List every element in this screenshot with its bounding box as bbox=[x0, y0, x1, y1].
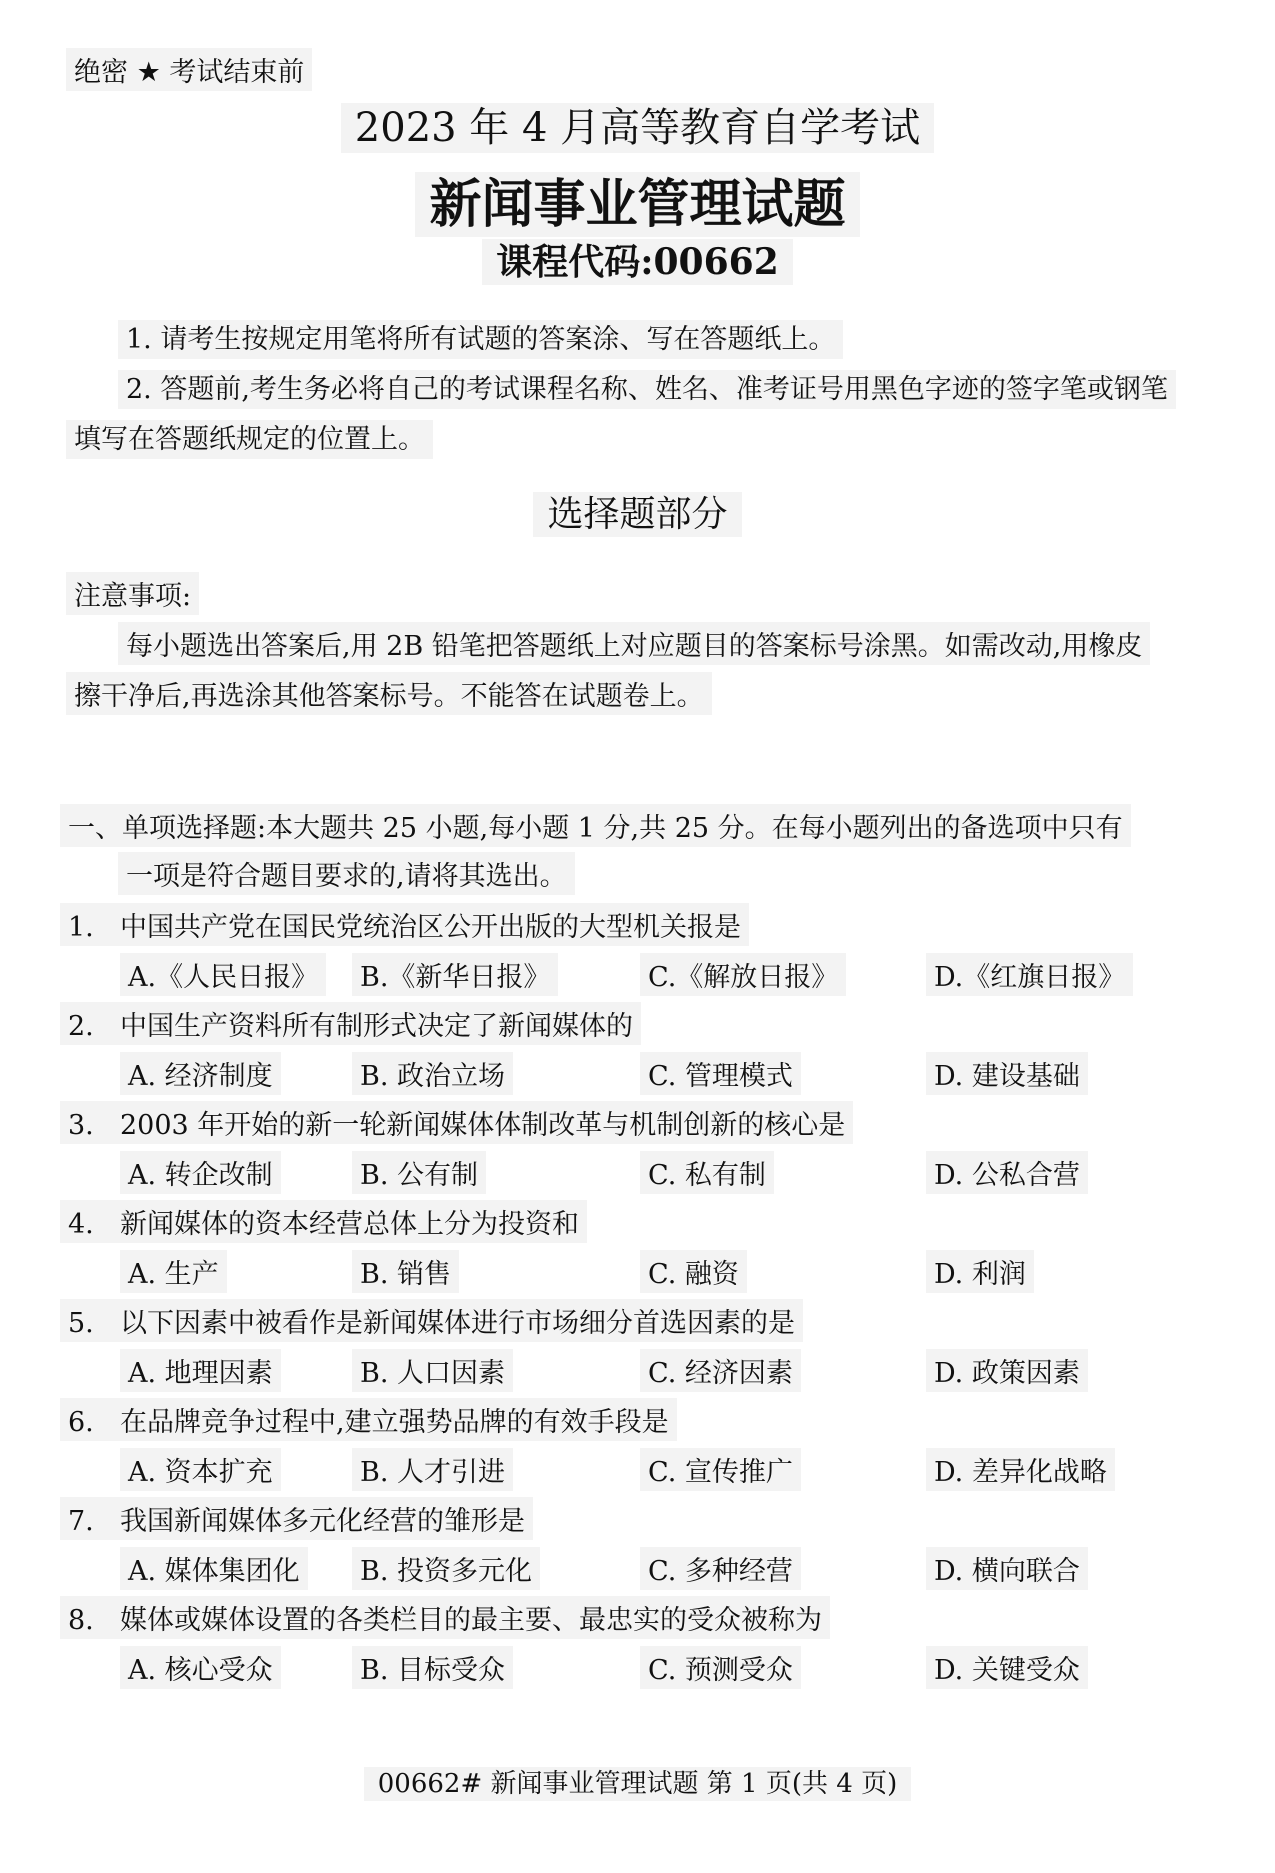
question-stem bbox=[60, 1596, 830, 1639]
section-title: 选择题部分 bbox=[0, 486, 1275, 537]
answer-option: D. 公私合营 bbox=[926, 1151, 1088, 1194]
confidential-mark: 绝密 ★ 考试结束前 bbox=[66, 48, 312, 91]
answer-option: D. 政策因素 bbox=[926, 1349, 1088, 1392]
question-text: 在品牌竞争过程中,建立强势品牌的有效手段是 bbox=[120, 1407, 669, 1438]
question-number: 4. bbox=[68, 1209, 94, 1240]
part1-heading-continued: 一项是符合题目要求的,请将其选出。 bbox=[118, 852, 575, 895]
question-text: 中国生产资料所有制形式决定了新闻媒体的 bbox=[120, 1011, 633, 1042]
question-text: 我国新闻媒体多元化经营的雏形是 bbox=[120, 1506, 525, 1537]
question-stem bbox=[60, 1398, 677, 1441]
question-stem bbox=[60, 1101, 853, 1144]
question-number: 6. bbox=[68, 1407, 94, 1438]
course-code: 课程代码:00662 bbox=[0, 234, 1275, 285]
question-number: 3. bbox=[68, 1110, 94, 1141]
answer-option: A.《人民日报》 bbox=[120, 953, 326, 996]
answer-option: A. 转企改制 bbox=[120, 1151, 281, 1194]
answer-option: B.《新华日报》 bbox=[352, 953, 558, 996]
question-stem bbox=[60, 1497, 533, 1540]
answer-option: A. 地理因素 bbox=[120, 1349, 281, 1392]
question-number: 7. bbox=[68, 1506, 94, 1537]
answer-option: B. 人才引进 bbox=[352, 1448, 513, 1491]
answer-option: B. 人口因素 bbox=[352, 1349, 513, 1392]
answer-option: B. 政治立场 bbox=[352, 1052, 513, 1095]
question-number: 5. bbox=[68, 1308, 94, 1339]
notice-line-2: 擦干净后,再选涂其他答案标号。不能答在试题卷上。 bbox=[66, 672, 712, 715]
answer-option: A. 经济制度 bbox=[120, 1052, 281, 1095]
question-text: 新闻媒体的资本经营总体上分为投资和 bbox=[120, 1209, 579, 1240]
question-stem bbox=[60, 903, 749, 946]
answer-option: C. 私有制 bbox=[640, 1151, 774, 1194]
instruction-2: 2. 答题前,考生务必将自己的考试课程名称、姓名、准考证号用黑色字迹的签字笔或钢笔 bbox=[118, 370, 1176, 409]
question-stem bbox=[60, 1299, 803, 1342]
question-text: 中国共产党在国民党统治区公开出版的大型机关报是 bbox=[120, 912, 741, 943]
part1-heading: 一、单项选择题:本大题共 25 小题,每小题 1 分,共 25 分。在每小题列出的备选项中只有 bbox=[60, 804, 1131, 847]
answer-option: C. 宣传推广 bbox=[640, 1448, 801, 1491]
answer-option: D. 建设基础 bbox=[926, 1052, 1088, 1095]
answer-option: A. 媒体集团化 bbox=[120, 1547, 308, 1590]
question-stem bbox=[60, 1200, 587, 1243]
answer-option: C.《解放日报》 bbox=[640, 953, 846, 996]
answer-option: D. 差异化战略 bbox=[926, 1448, 1115, 1491]
answer-option: C. 多种经营 bbox=[640, 1547, 801, 1590]
question-text: 媒体或媒体设置的各类栏目的最主要、最忠实的受众被称为 bbox=[120, 1605, 822, 1636]
subject-title: 新闻事业管理试题 bbox=[0, 162, 1275, 237]
answer-option: C. 管理模式 bbox=[640, 1052, 801, 1095]
answer-option: A. 资本扩充 bbox=[120, 1448, 281, 1491]
answer-option: B. 投资多元化 bbox=[352, 1547, 540, 1590]
exam-title: 2023 年 4 月高等教育自学考试 bbox=[0, 96, 1275, 153]
question-number: 2. bbox=[68, 1011, 94, 1042]
answer-option: B. 公有制 bbox=[352, 1151, 486, 1194]
answer-option: B. 销售 bbox=[352, 1250, 459, 1293]
notice-label: 注意事项: bbox=[66, 572, 199, 615]
page-footer: 00662# 新闻事业管理试题 第 1 页(共 4 页) bbox=[0, 1763, 1275, 1800]
answer-option: C. 融资 bbox=[640, 1250, 747, 1293]
instruction-1: 1. 请考生按规定用笔将所有试题的答案涂、写在答题纸上。 bbox=[118, 320, 843, 359]
answer-option: D. 关键受众 bbox=[926, 1646, 1088, 1689]
answer-option: C. 经济因素 bbox=[640, 1349, 801, 1392]
question-number: 1. bbox=[68, 912, 94, 943]
answer-option: A. 核心受众 bbox=[120, 1646, 281, 1689]
question-text: 2003 年开始的新一轮新闻媒体体制改革与机制创新的核心是 bbox=[120, 1110, 846, 1141]
answer-option: B. 目标受众 bbox=[352, 1646, 513, 1689]
answer-option: C. 预测受众 bbox=[640, 1646, 801, 1689]
answer-option: D. 横向联合 bbox=[926, 1547, 1088, 1590]
notice-line-1: 每小题选出答案后,用 2B 铅笔把答题纸上对应题目的答案标号涂黑。如需改动,用橡皮 bbox=[118, 622, 1150, 665]
instruction-2-continued: 填写在答题纸规定的位置上。 bbox=[66, 420, 433, 459]
answer-option: D. 利润 bbox=[926, 1250, 1034, 1293]
answer-option: A. 生产 bbox=[120, 1250, 227, 1293]
question-number: 8. bbox=[68, 1605, 94, 1636]
question-stem bbox=[60, 1002, 641, 1045]
question-text: 以下因素中被看作是新闻媒体进行市场细分首选因素的是 bbox=[120, 1308, 795, 1339]
answer-option: D.《红旗日报》 bbox=[926, 953, 1133, 996]
